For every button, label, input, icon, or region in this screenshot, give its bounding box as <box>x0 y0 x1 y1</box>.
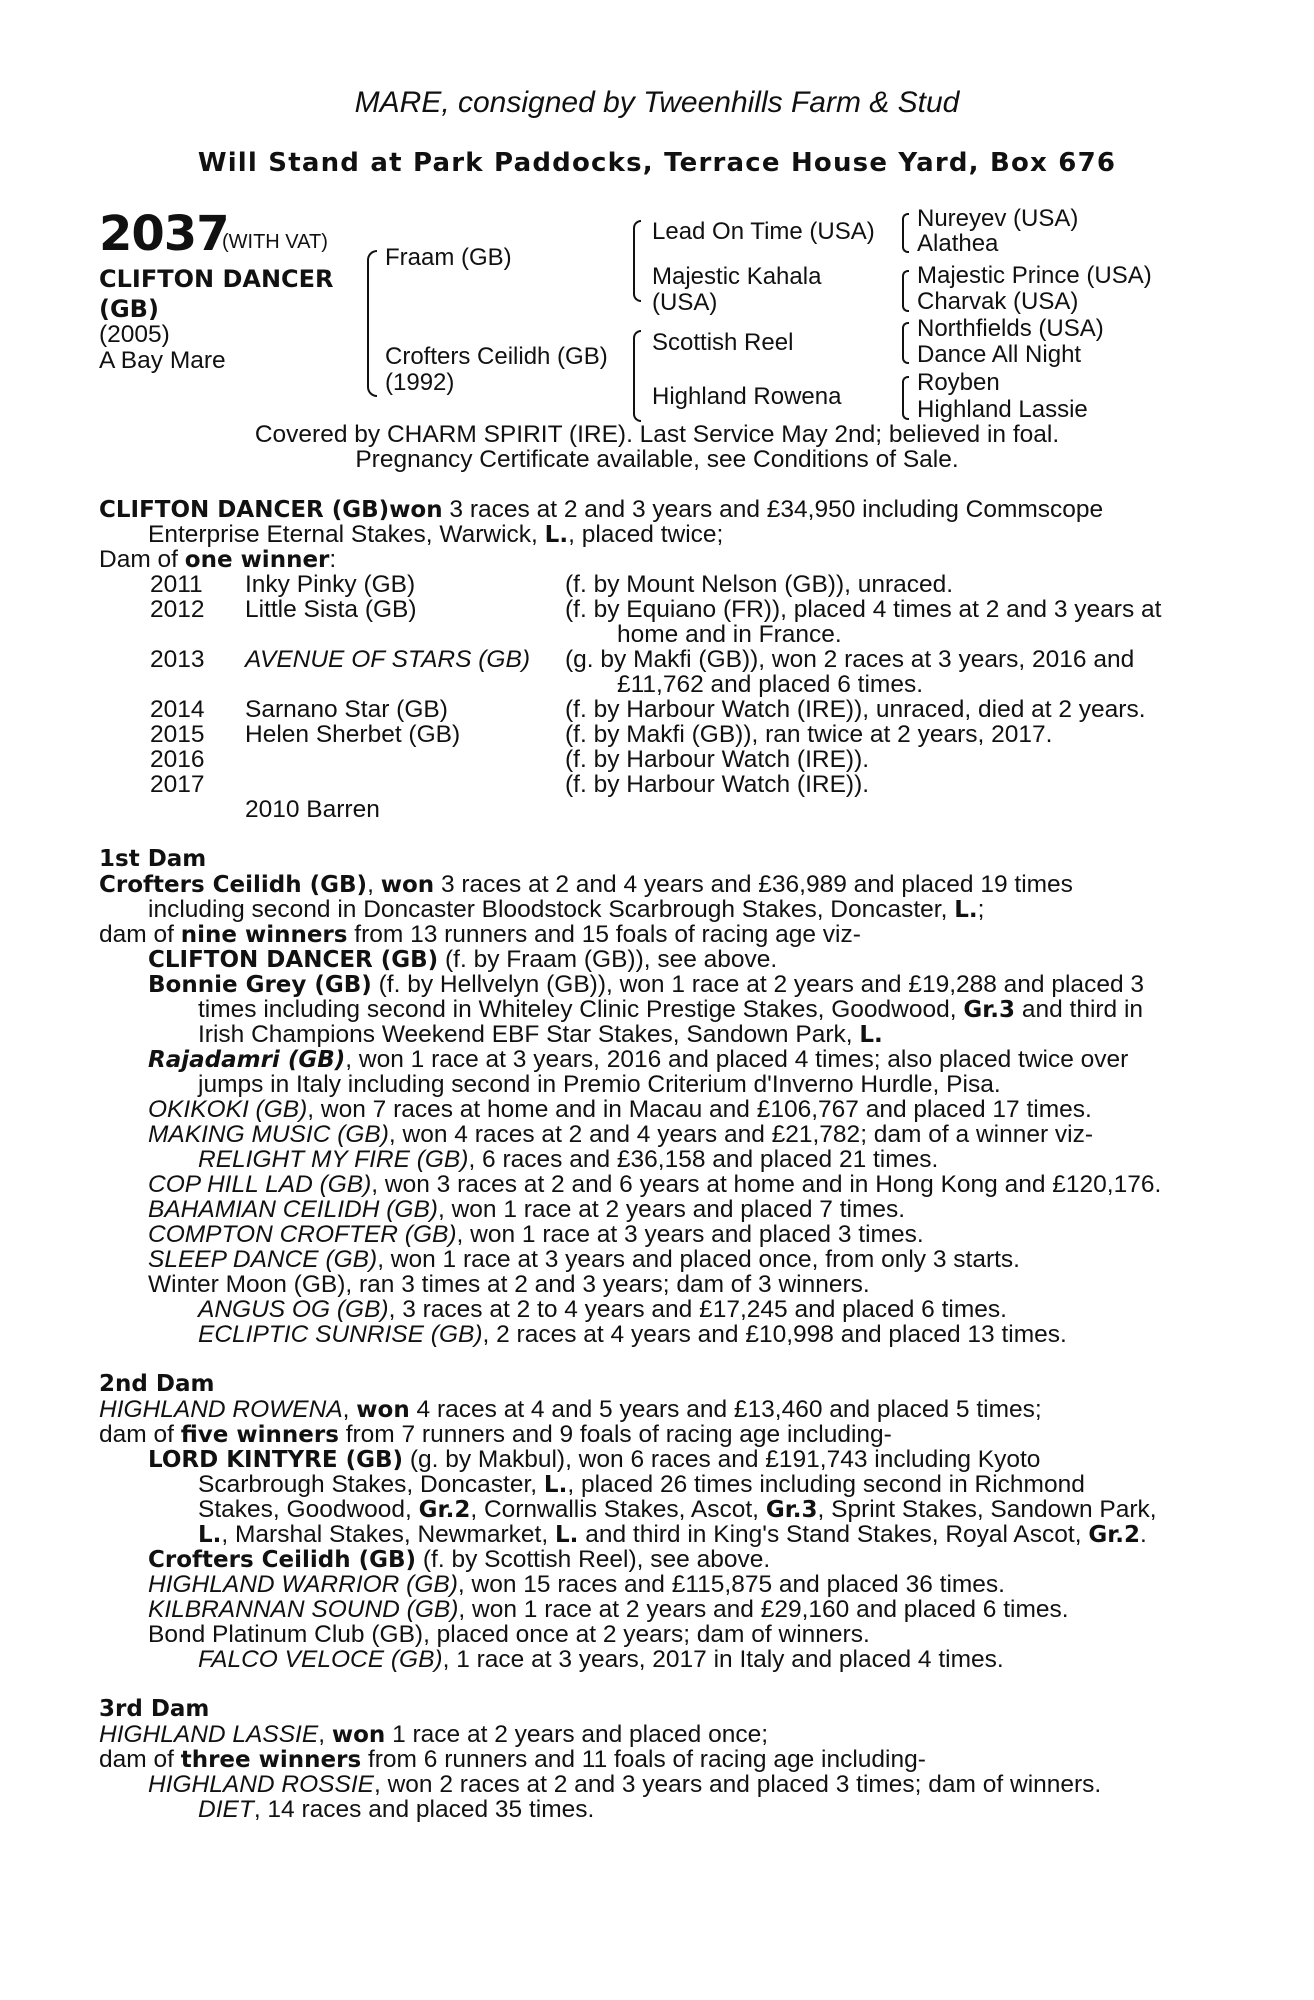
third-dam-name: HIGHLAND LASSIE <box>99 1721 319 1748</box>
first-dam-runner: Rajadamri (GB), won 1 race at 3 years, 2016 and placed 4 times; also placed twice over <box>148 1046 1129 1073</box>
produce-detail: (f. by Harbour Watch (IRE)), unraced, died at 2 years. <box>565 696 1146 723</box>
covered-line: Covered by CHARM SPIRIT (IRE). Last Service May 2nd; believed in foal. <box>254 421 1060 448</box>
third-dam-line1: HIGHLAND LASSIE, won 1 race at 2 years and placed once; <box>99 1721 768 1748</box>
pedigree-dam-year: (1992) <box>385 369 455 396</box>
pedigree-dsd: Dance All Night <box>917 341 1082 368</box>
second-dam-runner: HIGHLAND WARRIOR (GB), won 15 races and £115,875 and placed 36 times. <box>148 1571 1005 1598</box>
pedigree-sss: Nureyev (USA) <box>917 205 1079 232</box>
first-dam-runner-cont: times including second in Whiteley Clinic Prestige Stakes, Goodwood, Gr.3 and third in <box>198 996 1144 1023</box>
second-dam-line1: HIGHLAND ROWENA, won 4 races at 4 and 5 years and £13,460 and placed 5 times; <box>99 1396 1042 1423</box>
stand-location: Will Stand at Park Paddocks, Terrace House Yard, Box 676 <box>197 148 1117 178</box>
pedigree-ssd: Alathea <box>917 230 999 257</box>
second-dam-runner: Bond Platinum Club (GB), placed once at 2 years; dam of winners. <box>148 1621 870 1648</box>
lot-number: 2037 <box>99 206 229 262</box>
pedigree-sire-sire: Lead On Time (USA) <box>652 218 875 245</box>
consignment-line: MARE, consigned by Tweenhills Farm & Stud <box>354 86 960 119</box>
produce-detail: home and in France. <box>617 621 842 648</box>
pedigree-dss: Northfields (USA) <box>917 315 1104 342</box>
mare-name: CLIFTON DANCER (GB) <box>99 497 390 523</box>
second-dam-runner: Crofters Ceilidh (GB) (f. by Scottish Reel), see above. <box>148 1546 771 1573</box>
pedigree-brace-sd <box>902 270 909 312</box>
produce-year: 2014 <box>150 696 205 723</box>
pedigree-brace-dam <box>633 330 641 422</box>
mare-dam-of: Dam of one winner: <box>99 546 337 573</box>
produce-year: 2013 <box>150 646 205 673</box>
pedigree-brace-sire <box>633 220 641 302</box>
produce-name: Inky Pinky (GB) <box>245 571 416 598</box>
produce-name: Little Sista (GB) <box>245 596 417 623</box>
third-dam-heading: 3rd Dam <box>99 1696 210 1722</box>
second-dam-line2: dam of five winners from 7 runners and 9 foals of racing age including- <box>99 1421 892 1448</box>
pedigree-dds: Royben <box>917 369 1000 396</box>
produce-name: AVENUE OF STARS (GB) <box>245 646 530 673</box>
third-dam-grandchild: DIET, 14 races and placed 35 times. <box>198 1796 595 1823</box>
horse-description: A Bay Mare <box>99 347 226 374</box>
produce-detail: £11,762 and placed 6 times. <box>617 671 924 698</box>
first-dam-runner: Winter Moon (GB), ran 3 times at 2 and 3 years; dam of 3 winners. <box>148 1271 870 1298</box>
second-dam-runner-cont: Scarbrough Stakes, Doncaster, L., placed 26 times including second in Richmond <box>198 1471 1085 1498</box>
mare-record-line2: Enterprise Eternal Stakes, Warwick, L., placed twice; <box>148 521 724 548</box>
first-dam-grandchild: ANGUS OG (GB), 3 races at 2 to 4 years and £17,245 and placed 6 times. <box>198 1296 1007 1323</box>
pedigree-brace-ss <box>902 213 909 253</box>
mare-record-line1: CLIFTON DANCER (GB)won 3 races at 2 and 3 years and £34,950 including Commscope <box>99 496 1104 523</box>
pedigree-dam: Crofters Ceilidh (GB) <box>385 343 608 370</box>
second-dam-heading: 2nd Dam <box>99 1371 215 1397</box>
pedigree-dam-dam: Highland Rowena <box>652 383 842 410</box>
first-dam-line1: Crofters Ceilidh (GB), won 3 races at 2 and 4 years and £36,989 and placed 19 times <box>99 871 1073 898</box>
third-dam-line2: dam of three winners from 6 runners and 11 foals of racing age including- <box>99 1746 926 1773</box>
pedigree-sdd: Charvak (USA) <box>917 288 1079 315</box>
pedigree-brace-dd <box>902 376 909 420</box>
third-dam-runner: HIGHLAND ROSSIE, won 2 races at 2 and 3 years and placed 3 times; dam of winners. <box>148 1771 1102 1798</box>
pedigree-sds: Majestic Prince (USA) <box>917 262 1152 289</box>
first-dam-line3: dam of nine winners from 13 runners and 15 foals of racing age viz- <box>99 921 861 948</box>
second-dam-name: HIGHLAND ROWENA <box>99 1396 343 1423</box>
first-dam-name: Crofters Ceilidh (GB) <box>99 872 368 898</box>
horse-name <box>99 264 334 324</box>
produce-year: 2015 <box>150 721 205 748</box>
horse-name-line2: (GB) <box>99 295 159 323</box>
pedigree-brace-main <box>367 250 377 397</box>
first-dam-runner-cont: Irish Champions Weekend EBF Star Stakes, Sandown Park, L. <box>198 1021 883 1048</box>
pedigree-sire-dam-1: Majestic Kahala <box>652 263 822 290</box>
first-dam-runner: SLEEP DANCE (GB), won 1 race at 3 years and placed once, from only 3 starts. <box>148 1246 1020 1273</box>
produce-detail: (f. by Harbour Watch (IRE)). <box>565 746 870 773</box>
first-dam-heading: 1st Dam <box>99 846 207 872</box>
first-dam-runner: OKIKOKI (GB), won 7 races at home and in Macau and £106,767 and placed 17 times. <box>148 1096 1092 1123</box>
produce-detail: (f. by Harbour Watch (IRE)). <box>565 771 870 798</box>
produce-detail: (f. by Makfi (GB)), ran twice at 2 years, 2017. <box>565 721 1053 748</box>
horse-name-line1: CLIFTON DANCER <box>99 265 334 293</box>
pedigree-dam-sire: Scottish Reel <box>652 329 794 356</box>
produce-year: 2011 <box>150 571 203 598</box>
pedigree-sire-dam-2: (USA) <box>652 289 718 316</box>
first-dam-runner: COMPTON CROFTER (GB), won 1 race at 3 years and placed 3 times. <box>148 1221 924 1248</box>
produce-detail: (g. by Makfi (GB)), won 2 races at 3 years, 2016 and <box>565 646 1135 673</box>
first-dam-runner: CLIFTON DANCER (GB) (f. by Fraam (GB)), see above. <box>148 946 778 973</box>
first-dam-runner-cont: jumps in Italy including second in Premio Criterium d'Inverno Hurdle, Pisa. <box>198 1071 1001 1098</box>
produce-name: Sarnano Star (GB) <box>245 696 448 723</box>
first-dam-grandchild: RELIGHT MY FIRE (GB), 6 races and £36,158 and placed 21 times. <box>198 1146 939 1173</box>
second-dam-runner-cont: L., Marshal Stakes, Newmarket, L. and third in King's Stand Stakes, Royal Ascot, Gr.2. <box>198 1521 1147 1548</box>
first-dam-line2: including second in Doncaster Bloodstock Scarbrough Stakes, Doncaster, L.; <box>148 896 985 923</box>
second-dam-runner: KILBRANNAN SOUND (GB), won 1 race at 2 years and £29,160 and placed 6 times. <box>148 1596 1069 1623</box>
produce-year: 2012 <box>150 596 205 623</box>
second-dam-runner: LORD KINTYRE (GB) (g. by Makbul), won 6 races and £191,743 including Kyoto <box>148 1446 1041 1473</box>
produce-detail: (f. by Mount Nelson (GB)), unraced. <box>565 571 954 598</box>
foaling-year: (2005) <box>99 321 170 348</box>
first-dam-grandchild: ECLIPTIC SUNRISE (GB), 2 races at 4 years and £10,998 and placed 13 times. <box>198 1321 1067 1348</box>
first-dam-runner: BAHAMIAN CEILIDH (GB), won 1 race at 2 years and placed 7 times. <box>148 1196 906 1223</box>
pedigree-sire: Fraam (GB) <box>385 244 512 271</box>
produce-detail: (f. by Equiano (FR)), placed 4 times at 2 and 3 years at <box>565 596 1162 623</box>
first-dam-runner: MAKING MUSIC (GB), won 4 races at 2 and 4 years and £21,782; dam of a winner viz- <box>148 1121 1094 1148</box>
pedigree-brace-ds <box>902 322 909 364</box>
vat-label: (WITH VAT) <box>222 231 328 253</box>
first-dam-runner: COP HILL LAD (GB), won 3 races at 2 and 6 years at home and in Hong Kong and £120,176. <box>148 1171 1162 1198</box>
produce-year: 2016 <box>150 746 205 773</box>
second-dam-grandchild: FALCO VELOCE (GB), 1 race at 3 years, 2017 in Italy and placed 4 times. <box>198 1646 1004 1673</box>
first-dam-runner: Bonnie Grey (GB) (f. by Hellvelyn (GB)), won 1 race at 2 years and £19,288 and placed 3 <box>148 971 1144 998</box>
produce-name: Helen Sherbet (GB) <box>245 721 461 748</box>
pedigree-ddd: Highland Lassie <box>917 396 1088 423</box>
produce-barren: 2010 Barren <box>245 796 380 823</box>
second-dam-runner-cont: Stakes, Goodwood, Gr.2, Cornwallis Stakes, Ascot, Gr.3, Sprint Stakes, Sandown Park, <box>198 1496 1157 1523</box>
pregnancy-line: Pregnancy Certificate available, see Conditions of Sale. <box>355 446 959 473</box>
produce-year: 2017 <box>150 771 205 798</box>
